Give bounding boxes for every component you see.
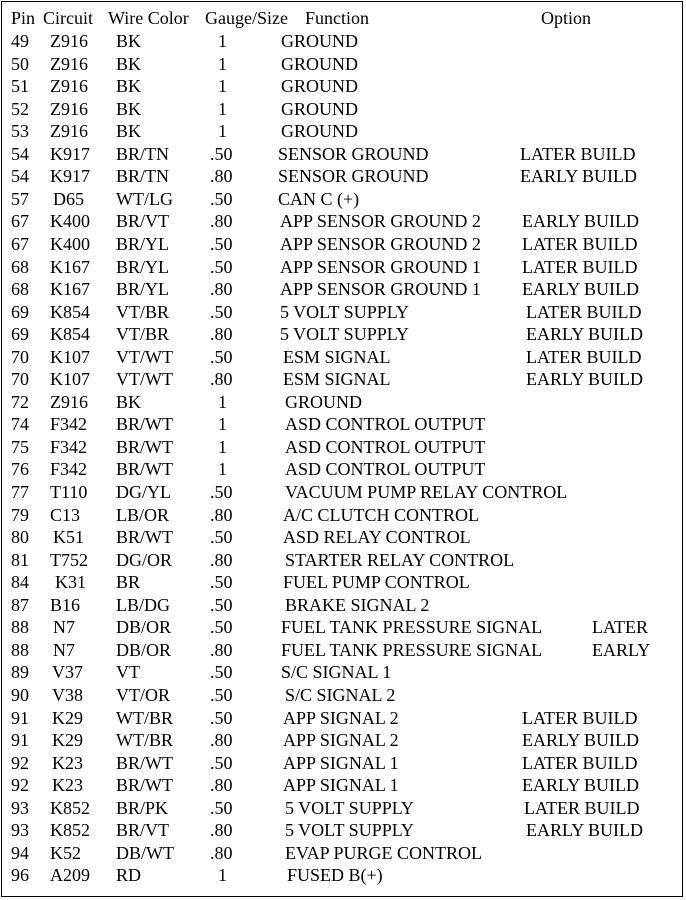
cell-circuit: K917: [50, 144, 90, 164]
cell-option: LATER BUILD: [526, 302, 642, 322]
cell-function: A/C CLUTCH CONTROL: [283, 505, 480, 525]
cell-circuit: K51: [53, 527, 84, 547]
cell-gauge: .50: [210, 572, 233, 592]
cell-function: APP SENSOR GROUND 1: [280, 279, 481, 299]
cell-gauge: 1: [218, 76, 227, 96]
cell-function: FUSED B(+): [287, 865, 383, 885]
cell-pin: 52: [11, 99, 29, 119]
cell-circuit: K31: [55, 572, 86, 592]
cell-option: EARLY BUILD: [526, 820, 644, 840]
cell-option: LATER BUILD: [522, 234, 638, 254]
cell-wire-color: BR/WT: [116, 775, 173, 795]
cell-circuit: K852: [50, 798, 90, 818]
cell-wire-color: BR/YL: [116, 257, 170, 277]
cell-function: ASD CONTROL OUTPUT: [285, 437, 486, 457]
cell-function: GROUND: [285, 392, 363, 412]
cell-option: EARLY BUILD: [520, 166, 638, 186]
cell-function: BRAKE SIGNAL 2: [285, 595, 430, 615]
cell-circuit: D65: [53, 189, 84, 209]
cell-pin: 90: [11, 685, 29, 705]
cell-function: GROUND: [281, 31, 359, 51]
cell-function: FUEL TANK PRESSURE SIGNAL: [281, 617, 543, 637]
cell-gauge: 1: [218, 99, 227, 119]
cell-gauge: .80: [210, 279, 233, 299]
cell-function: APP SIGNAL 2: [283, 730, 399, 750]
header-gauge: Gauge/Size: [205, 8, 288, 28]
cell-option: EARLY BUILD: [522, 730, 640, 750]
cell-wire-color: BR/VT: [116, 211, 170, 231]
cell-circuit: Z916: [50, 392, 88, 412]
cell-function: ASD CONTROL OUTPUT: [285, 414, 486, 434]
cell-wire-color: VT: [116, 662, 140, 682]
cell-wire-color: WT/BR: [116, 708, 173, 728]
header-option: Option: [541, 8, 592, 28]
cell-pin: 69: [11, 302, 29, 322]
cell-pin: 93: [11, 820, 29, 840]
cell-function: ASD CONTROL OUTPUT: [285, 459, 486, 479]
cell-wire-color: BR/WT: [116, 437, 173, 457]
cell-function: GROUND: [281, 76, 359, 96]
cell-gauge: .50: [210, 798, 233, 818]
cell-pin: 92: [11, 753, 29, 773]
cell-pin: 91: [11, 730, 29, 750]
cell-wire-color: WT/BR: [116, 730, 173, 750]
cell-function: S/C SIGNAL 1: [281, 662, 392, 682]
cell-function: SENSOR GROUND: [278, 166, 429, 186]
cell-gauge: 1: [218, 54, 227, 74]
cell-pin: 54: [11, 144, 29, 164]
cell-wire-color: DG/OR: [116, 550, 173, 570]
cell-circuit: K854: [50, 324, 90, 344]
cell-function: GROUND: [281, 99, 359, 119]
cell-circuit: B16: [50, 595, 81, 615]
cell-function: APP SIGNAL 2: [283, 708, 399, 728]
cell-pin: 96: [11, 865, 29, 885]
cell-circuit: K52: [50, 843, 81, 863]
cell-wire-color: VT/BR: [116, 324, 170, 344]
cell-pin: 49: [11, 31, 29, 51]
cell-gauge: 1: [218, 414, 227, 434]
cell-wire-color: LB/DG: [116, 595, 170, 615]
cell-pin: 57: [11, 189, 29, 209]
cell-gauge: .80: [210, 369, 233, 389]
cell-function: FUEL TANK PRESSURE SIGNAL: [281, 640, 543, 660]
cell-circuit: Z916: [50, 121, 88, 141]
cell-circuit: N7: [53, 640, 75, 660]
cell-function: ASD RELAY CONTROL: [283, 527, 471, 547]
cell-function: APP SENSOR GROUND 2: [280, 211, 481, 231]
cell-wire-color: BR/WT: [116, 459, 173, 479]
cell-wire-color: LB/OR: [116, 505, 170, 525]
cell-wire-color: BR/WT: [116, 414, 173, 434]
cell-function: APP SENSOR GROUND 1: [280, 257, 481, 277]
cell-function: ESM SIGNAL: [283, 369, 391, 389]
cell-circuit: V37: [52, 662, 83, 682]
cell-gauge: .80: [210, 640, 233, 660]
cell-pin: 88: [11, 617, 29, 637]
cell-function: GROUND: [281, 54, 359, 74]
cell-gauge: .50: [210, 347, 233, 367]
cell-circuit: K917: [50, 166, 90, 186]
cell-option: LATER BUILD: [526, 347, 642, 367]
cell-function: SENSOR GROUND: [278, 144, 429, 164]
header-wire-color: Wire Color: [108, 8, 189, 28]
cell-pin: 68: [11, 279, 29, 299]
cell-circuit: F342: [50, 437, 88, 457]
cell-function: APP SENSOR GROUND 2: [280, 234, 481, 254]
cell-wire-color: BR/WT: [116, 753, 173, 773]
header-circuit: Circuit: [43, 8, 93, 28]
cell-function: APP SIGNAL 1: [283, 775, 399, 795]
cell-wire-color: WT/LG: [116, 189, 173, 209]
cell-pin: 92: [11, 775, 29, 795]
cell-wire-color: BK: [116, 392, 142, 412]
cell-circuit: A209: [50, 865, 90, 885]
cell-wire-color: BR/WT: [116, 527, 173, 547]
cell-pin: 75: [11, 437, 29, 457]
cell-circuit: F342: [50, 414, 88, 434]
cell-circuit: Z916: [50, 31, 88, 51]
cell-wire-color: VT/BR: [116, 302, 170, 322]
header-function: Function: [305, 8, 370, 28]
cell-circuit: K23: [52, 753, 83, 773]
cell-gauge: .80: [210, 730, 233, 750]
cell-wire-color: BK: [116, 121, 142, 141]
cell-circuit: T752: [50, 550, 88, 570]
cell-gauge: .50: [210, 527, 233, 547]
cell-wire-color: BR/TN: [116, 166, 170, 186]
cell-pin: 77: [11, 482, 29, 502]
cell-pin: 70: [11, 347, 29, 367]
cell-gauge: .80: [210, 324, 233, 344]
cell-pin: 76: [11, 459, 29, 479]
cell-pin: 70: [11, 369, 29, 389]
cell-gauge: .80: [210, 843, 233, 863]
cell-gauge: .50: [210, 234, 233, 254]
cell-circuit: K852: [50, 820, 90, 840]
cell-gauge: 1: [218, 865, 227, 885]
cell-pin: 67: [11, 211, 29, 231]
cell-wire-color: DB/WT: [116, 843, 174, 863]
cell-circuit: F342: [50, 459, 88, 479]
cell-gauge: .50: [210, 662, 233, 682]
cell-pin: 94: [11, 843, 29, 863]
cell-option: LATER BUILD: [522, 257, 638, 277]
cell-gauge: .80: [210, 166, 233, 186]
cell-pin: 69: [11, 324, 29, 344]
cell-option: LATER BUILD: [522, 753, 638, 773]
cell-gauge: .50: [210, 708, 233, 728]
cell-wire-color: BK: [116, 31, 142, 51]
cell-circuit: K107: [50, 347, 90, 367]
cell-gauge: .80: [210, 820, 233, 840]
cell-circuit: Z916: [50, 54, 88, 74]
cell-wire-color: BR/YL: [116, 279, 170, 299]
cell-gauge: 1: [218, 121, 227, 141]
cell-option: LATER BUILD: [524, 798, 640, 818]
cell-wire-color: BK: [116, 99, 142, 119]
cell-pin: 84: [11, 572, 29, 592]
cell-pin: 51: [11, 76, 29, 96]
cell-pin: 79: [11, 505, 29, 525]
cell-circuit: K854: [50, 302, 90, 322]
cell-wire-color: BR/PK: [116, 798, 169, 818]
cell-circuit: C13: [50, 505, 81, 525]
cell-wire-color: BK: [116, 76, 142, 96]
cell-pin: 72: [11, 392, 29, 412]
cell-circuit: K167: [50, 257, 90, 277]
cell-pin: 80: [11, 527, 29, 547]
cell-pin: 88: [11, 640, 29, 660]
cell-function: CAN C (+): [278, 189, 360, 209]
cell-gauge: .50: [210, 595, 233, 615]
cell-option: LATER BUILD: [522, 708, 638, 728]
cell-pin: 68: [11, 257, 29, 277]
cell-option: LATER: [592, 617, 648, 637]
header-pin: Pin: [11, 8, 36, 28]
cell-function: FUEL PUMP CONTROL: [283, 572, 470, 592]
cell-function: S/C SIGNAL 2: [285, 685, 396, 705]
cell-pin: 81: [11, 550, 29, 570]
cell-function: APP SIGNAL 1: [283, 753, 399, 773]
cell-gauge: .50: [210, 257, 233, 277]
cell-option: EARLY BUILD: [522, 775, 640, 795]
cell-gauge: 1: [218, 392, 227, 412]
cell-wire-color: DB/OR: [116, 617, 172, 637]
cell-wire-color: RD: [116, 865, 142, 885]
cell-wire-color: DB/OR: [116, 640, 172, 660]
cell-function: STARTER RELAY CONTROL: [285, 550, 515, 570]
cell-gauge: .50: [210, 617, 233, 637]
cell-pin: 87: [11, 595, 29, 615]
cell-function: VACUUM PUMP RELAY CONTROL: [285, 482, 568, 502]
cell-wire-color: VT/WT: [116, 347, 173, 367]
cell-pin: 54: [11, 166, 29, 186]
cell-pin: 91: [11, 708, 29, 728]
cell-pin: 93: [11, 798, 29, 818]
cell-gauge: 1: [218, 437, 227, 457]
cell-circuit: K29: [52, 730, 83, 750]
cell-wire-color: VT/WT: [116, 369, 173, 389]
cell-gauge: .50: [210, 189, 233, 209]
cell-gauge: 1: [218, 31, 227, 51]
cell-gauge: .50: [210, 685, 233, 705]
cell-wire-color: BK: [116, 54, 142, 74]
cell-option: EARLY BUILD: [522, 211, 640, 231]
cell-function: 5 VOLT SUPPLY: [285, 798, 414, 818]
cell-wire-color: BR: [116, 572, 141, 592]
cell-wire-color: DG/YL: [116, 482, 171, 502]
cell-circuit: Z916: [50, 76, 88, 96]
cell-wire-color: BR/YL: [116, 234, 170, 254]
cell-function: 5 VOLT SUPPLY: [280, 324, 409, 344]
cell-gauge: .50: [210, 302, 233, 322]
cell-pin: 53: [11, 121, 29, 141]
cell-gauge: .80: [210, 505, 233, 525]
cell-circuit: V38: [52, 685, 83, 705]
cell-gauge: .50: [210, 753, 233, 773]
cell-gauge: .50: [210, 144, 233, 164]
cell-gauge: 1: [218, 459, 227, 479]
cell-function: ESM SIGNAL: [283, 347, 391, 367]
cell-function: 5 VOLT SUPPLY: [280, 302, 409, 322]
cell-function: EVAP PURGE CONTROL: [285, 843, 483, 863]
cell-option: EARLY: [592, 640, 651, 660]
cell-gauge: .80: [210, 211, 233, 231]
cell-gauge: .80: [210, 550, 233, 570]
cell-circuit: K167: [50, 279, 90, 299]
cell-option: EARLY BUILD: [526, 324, 644, 344]
cell-option: LATER BUILD: [520, 144, 636, 164]
cell-option: EARLY BUILD: [526, 369, 644, 389]
cell-wire-color: VT/OR: [116, 685, 170, 705]
cell-circuit: K29: [52, 708, 83, 728]
cell-wire-color: BR/VT: [116, 820, 170, 840]
cell-gauge: .50: [210, 482, 233, 502]
cell-pin: 50: [11, 54, 29, 74]
cell-function: GROUND: [281, 121, 359, 141]
cell-pin: 67: [11, 234, 29, 254]
cell-circuit: N7: [53, 617, 75, 637]
cell-circuit: T110: [50, 482, 88, 502]
cell-wire-color: BR/TN: [116, 144, 170, 164]
cell-pin: 74: [11, 414, 29, 434]
cell-option: EARLY BUILD: [522, 279, 640, 299]
cell-circuit: K23: [52, 775, 83, 795]
cell-function: 5 VOLT SUPPLY: [285, 820, 414, 840]
cell-gauge: .80: [210, 775, 233, 795]
cell-circuit: Z916: [50, 99, 88, 119]
cell-circuit: K107: [50, 369, 90, 389]
cell-circuit: K400: [50, 211, 90, 231]
cell-circuit: K400: [50, 234, 90, 254]
cell-pin: 89: [11, 662, 29, 682]
